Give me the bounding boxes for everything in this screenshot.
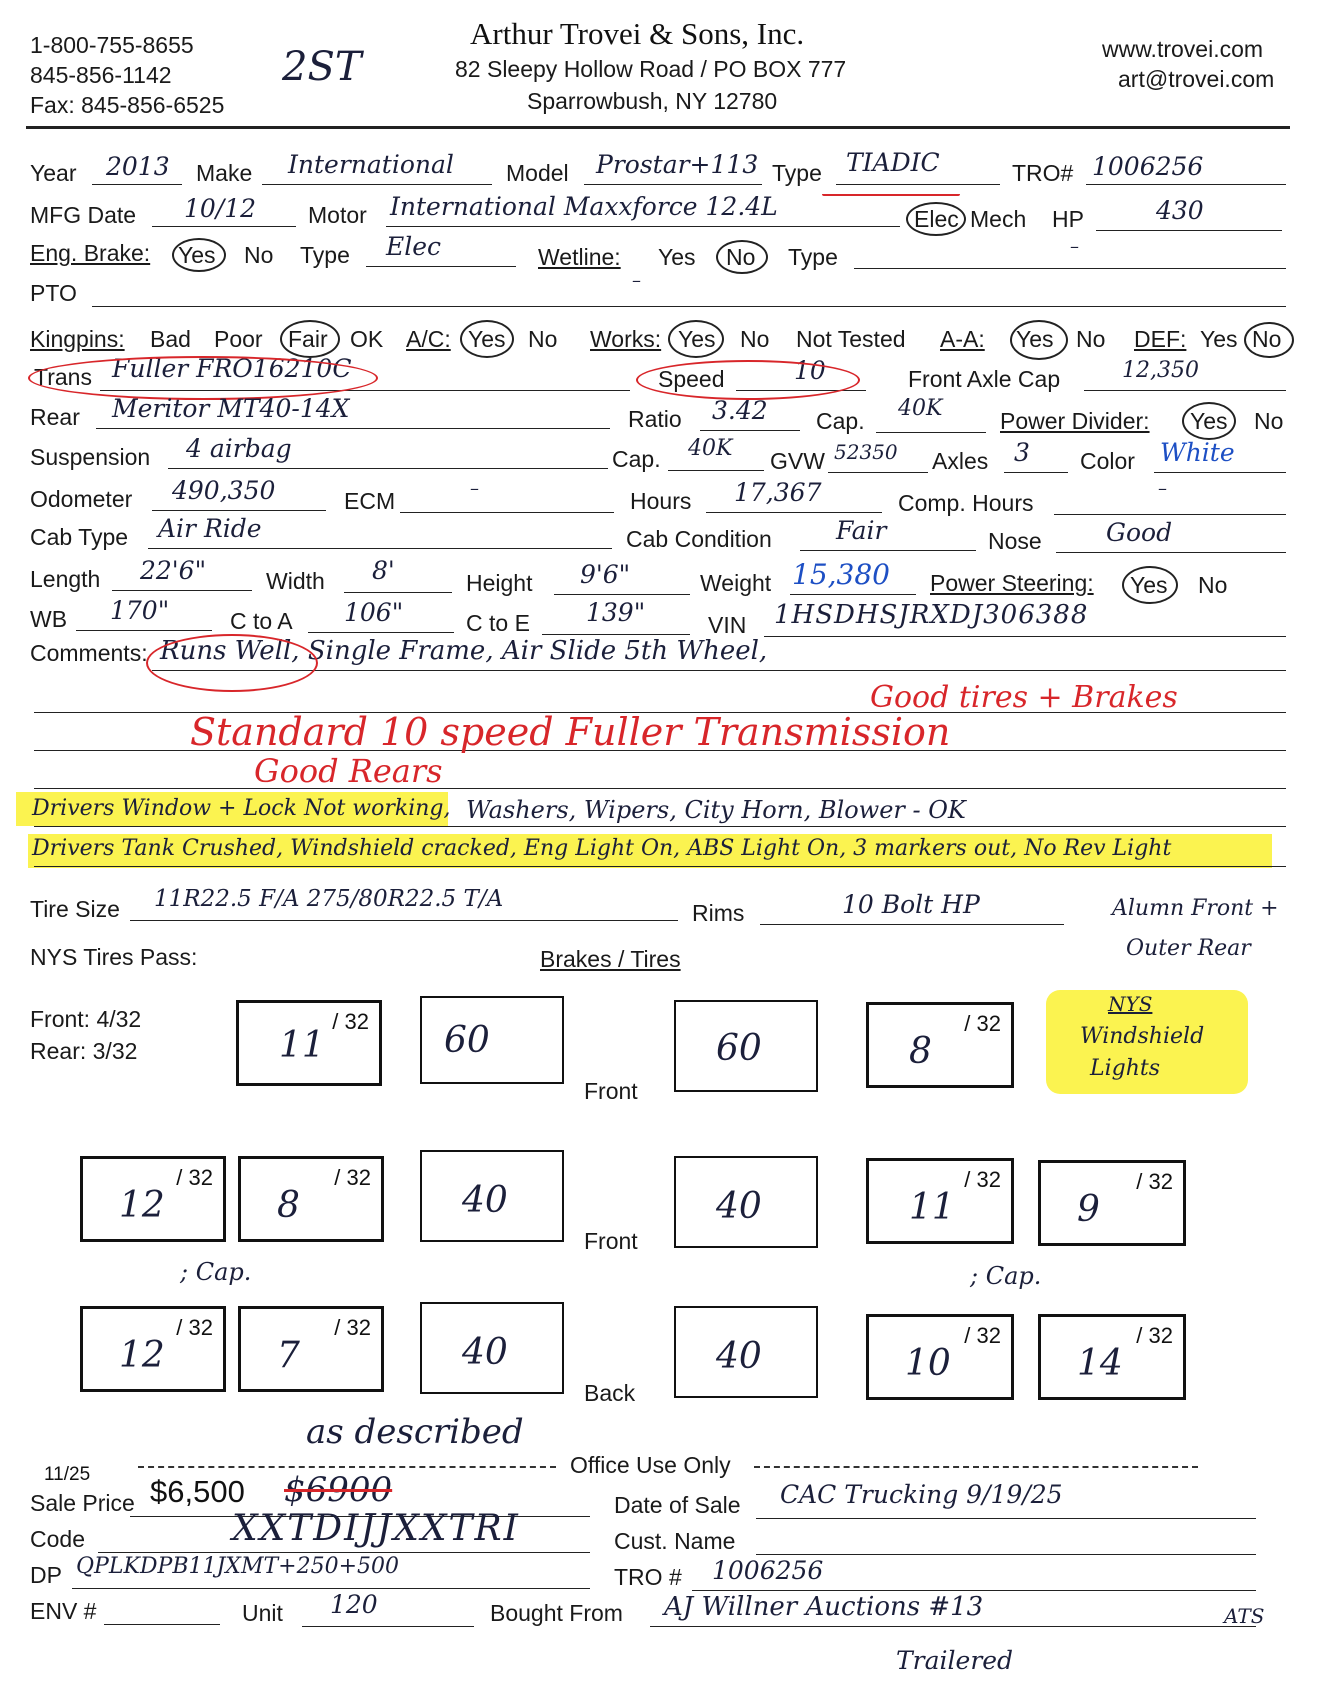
pto-value[interactable]: – — [632, 270, 641, 291]
ac-yes[interactable]: Yes — [468, 326, 506, 352]
cust-name-line — [756, 1554, 1256, 1555]
eng-brake-type-label: Type — [300, 242, 350, 268]
drive1-left-brake-box[interactable] — [420, 1150, 564, 1242]
nys-note-title: NYS — [1108, 992, 1153, 1016]
motor-value[interactable]: International Maxxforce 12.4L — [390, 192, 778, 221]
vin-label: VIN — [708, 612, 747, 638]
works-yes[interactable]: Yes — [678, 326, 716, 352]
brake-value: 40 — [716, 1186, 762, 1227]
cust-name-label: Cust. Name — [614, 1528, 736, 1554]
rims-note-front: Alumn Front + — [1112, 896, 1279, 921]
tire-value: 11 — [909, 1187, 955, 1228]
cab-type-value[interactable]: Air Ride — [158, 514, 262, 543]
fraction-label: / 32 — [964, 1323, 1001, 1348]
make-value[interactable]: International — [288, 150, 454, 179]
c-to-e-value[interactable]: 139" — [586, 598, 646, 627]
phone-local: 845-856-1142 — [30, 62, 172, 88]
motor-label: Motor — [308, 202, 367, 228]
steer-right-brake-box[interactable] — [674, 1000, 818, 1092]
cap-note-right: ; Cap. — [970, 1262, 1042, 1290]
wb-label: WB — [30, 606, 68, 632]
company-email: art@trovei.com — [1118, 66, 1275, 92]
nose-line — [1056, 552, 1286, 553]
front-tread-spec: Front: 4/32 — [30, 1006, 142, 1032]
comments-red-transmission: Standard 10 speed Fuller Transmission — [190, 710, 951, 754]
hp-line — [1096, 230, 1282, 231]
eng-brake-no[interactable]: No — [244, 242, 274, 268]
nys-note-lights: Lights — [1090, 1056, 1161, 1081]
drive2-right-inner-tire-box[interactable] — [866, 1314, 1014, 1400]
height-label: Height — [466, 570, 533, 596]
front-axle-label-2: Front — [584, 1228, 638, 1254]
gvw-value[interactable]: 52350 — [834, 440, 898, 464]
brake-value: 40 — [462, 1332, 508, 1373]
cab-condition-line — [800, 550, 976, 551]
ratio-value[interactable]: 3.42 — [712, 396, 768, 425]
color-value[interactable]: White — [1160, 438, 1235, 467]
gvw-label: GVW — [770, 448, 825, 474]
comments-line-1 — [152, 670, 1286, 671]
model-label: Model — [506, 160, 569, 186]
wetline-no[interactable]: No — [726, 244, 756, 270]
power-steering-yes-circle — [1122, 566, 1178, 604]
rear-tread-spec: Rear: 3/32 — [30, 1038, 138, 1064]
date-of-sale-line — [756, 1518, 1256, 1519]
wetline-type-label: Type — [788, 244, 838, 270]
power-steering-no[interactable]: No — [1198, 572, 1228, 598]
comments-damage: Drivers Tank Crushed, Windshield cracked, Eng Light On, ABS Light On, 3 markers out, No Rev Light — [32, 836, 1172, 861]
def-label: DEF: — [1134, 326, 1187, 352]
tire-value: 8 — [909, 1031, 932, 1072]
aa-no[interactable]: No — [1076, 326, 1106, 352]
comments-label: Comments: — [30, 640, 148, 666]
front-axle-cap-value[interactable]: 12,350 — [1122, 358, 1199, 383]
works-label: Works: — [590, 326, 662, 352]
date-note: 11/25 — [44, 1464, 91, 1485]
comp-hours-label: Comp. Hours — [898, 490, 1034, 516]
company-website: www.trovei.com — [1102, 36, 1264, 62]
brake-value: 40 — [716, 1336, 762, 1377]
drive2-left-brake-box[interactable] — [420, 1302, 564, 1394]
sale-price-label: Sale Price — [30, 1490, 135, 1516]
speed-label: Speed — [658, 366, 725, 392]
stamp-2st: 2ST — [282, 44, 362, 90]
env-line — [104, 1624, 220, 1625]
drive1-left-inner-tire-box[interactable] — [238, 1156, 384, 1242]
drive2-right-brake-box[interactable] — [674, 1306, 818, 1398]
power-divider-yes[interactable]: Yes — [1190, 408, 1228, 434]
odometer-label: Odometer — [30, 486, 133, 512]
rear-value[interactable]: Meritor MT40-14X — [112, 394, 350, 423]
eng-brake-type-line — [366, 266, 516, 267]
year-line — [92, 184, 182, 185]
kingpins-bad[interactable]: Bad — [150, 326, 191, 352]
wb-value[interactable]: 170" — [110, 596, 170, 625]
odometer-value[interactable]: 490,350 — [172, 476, 276, 505]
back-axle-label: Back — [584, 1380, 636, 1406]
hp-value[interactable]: 430 — [1156, 196, 1204, 225]
def-no[interactable]: No — [1252, 326, 1282, 352]
mfg-date-label: MFG Date — [30, 202, 137, 228]
comments-red-rears: Good Rears — [254, 752, 443, 790]
cab-type-line — [148, 548, 612, 549]
bought-from-value[interactable]: AJ Willner Auctions #13 — [664, 1592, 984, 1622]
eng-brake-label: Eng. Brake: — [30, 240, 151, 266]
kingpins-fair[interactable]: Fair — [288, 326, 328, 352]
gvw-line — [828, 472, 928, 473]
initials: ATS — [1224, 1604, 1265, 1628]
eng-brake-yes[interactable]: Yes — [178, 242, 216, 268]
brake-value: 40 — [462, 1180, 508, 1221]
wetline-yes[interactable]: Yes — [658, 244, 696, 270]
suspension-line — [168, 468, 608, 469]
color-line — [1154, 472, 1286, 473]
kingpins-label: Kingpins: — [30, 326, 125, 352]
power-steering-label: Power Steering: — [930, 570, 1094, 596]
power-divider-no[interactable]: No — [1254, 408, 1284, 434]
front-axle-cap-line — [1084, 390, 1286, 391]
color-label: Color — [1080, 448, 1135, 474]
pto-label: PTO — [30, 280, 77, 306]
fraction-label: / 32 — [176, 1165, 213, 1190]
fax-number: Fax: 845-856-6525 — [30, 92, 225, 118]
env-label: ENV # — [30, 1598, 97, 1624]
steer-right-tire-box[interactable] — [866, 1002, 1014, 1088]
type-red-underline — [822, 194, 960, 196]
comp-hours-line — [1054, 514, 1286, 515]
trailered-note: Trailered — [896, 1646, 1014, 1675]
tire-value: 8 — [277, 1185, 300, 1226]
ecm-line — [400, 512, 614, 513]
tro-hash-label: TRO # — [614, 1564, 682, 1590]
aa-yes[interactable]: Yes — [1016, 326, 1054, 352]
runs-well-red-circle — [146, 634, 318, 692]
wetline-label: Wetline: — [538, 244, 621, 270]
drive1-right-outer-tire-box[interactable] — [1038, 1160, 1186, 1246]
width-line — [344, 592, 452, 593]
bought-from-label: Bought From — [490, 1600, 623, 1626]
c-to-e-line — [542, 634, 690, 635]
brake-value: 60 — [716, 1028, 762, 1069]
speed-red-circle — [636, 360, 860, 400]
width-value[interactable]: 8' — [372, 556, 395, 585]
motor-line — [386, 226, 900, 227]
company-address-line1: 82 Sleepy Hollow Road / PO BOX 777 — [455, 56, 847, 82]
power-steering-yes[interactable]: Yes — [1130, 572, 1168, 598]
works-no[interactable]: No — [740, 326, 770, 352]
type-line — [836, 184, 1000, 185]
fraction-label: / 32 — [1136, 1169, 1173, 1194]
tire-size-value[interactable]: 11R22.5 F/A 275/80R22.5 T/A — [154, 886, 504, 912]
nys-note-windshield: Windshield — [1080, 1024, 1205, 1049]
tire-value: 14 — [1077, 1343, 1123, 1384]
phone-tollfree: 1-800-755-8655 — [30, 32, 194, 58]
vin-line — [764, 636, 1286, 637]
drive2-right-outer-tire-box[interactable] — [1038, 1314, 1186, 1400]
eng-brake-yes-circle — [172, 238, 226, 272]
weight-label: Weight — [700, 570, 772, 596]
fraction-label: / 32 — [964, 1011, 1001, 1036]
hours-value[interactable]: 17,367 — [734, 478, 822, 507]
make-label: Make — [196, 160, 253, 186]
rear-cap-line — [876, 432, 986, 433]
trans-value[interactable]: Fuller FRO16210C — [112, 354, 352, 383]
length-line — [112, 590, 252, 591]
tire-value: 7 — [277, 1335, 300, 1376]
odometer-line — [152, 510, 326, 511]
fraction-label: / 32 — [1136, 1323, 1173, 1348]
dp-line — [72, 1588, 590, 1589]
rear-cap-value[interactable]: 40K — [898, 396, 943, 421]
sale-price-value[interactable]: $6,500 — [150, 1474, 245, 1509]
tire-value: 9 — [1077, 1189, 1100, 1230]
c-to-a-value[interactable]: 106" — [344, 598, 404, 627]
company-name: Arthur Trovei & Sons, Inc. — [470, 16, 805, 51]
office-tro-value[interactable]: 1006256 — [712, 1556, 824, 1585]
nys-tires-pass-label: NYS Tires Pass: — [30, 944, 198, 970]
unit-line — [302, 1626, 474, 1627]
ac-label: A/C: — [406, 326, 451, 352]
rear-cap-label: Cap. — [816, 408, 865, 434]
weight-value[interactable]: 15,380 — [792, 558, 890, 591]
fraction-label: / 32 — [334, 1165, 371, 1190]
drive1-right-inner-tire-box[interactable] — [866, 1158, 1014, 1244]
elec-label: Elec — [914, 206, 959, 232]
unit-label: Unit — [242, 1600, 283, 1626]
fraction-label: / 32 — [332, 1009, 369, 1034]
make-line — [262, 184, 492, 185]
year-label: Year — [30, 160, 77, 186]
suspension-label: Suspension — [30, 444, 151, 470]
mfg-date-value[interactable]: 10/12 — [184, 194, 257, 223]
works-yes-circle — [668, 320, 724, 358]
power-divider-label: Power Divider: — [1000, 408, 1150, 434]
height-line — [554, 594, 690, 595]
tire-size-line — [130, 920, 678, 921]
power-divider-yes-circle — [1182, 402, 1236, 440]
rims-note-rear: Outer Rear — [1126, 936, 1251, 961]
comments-line-4 — [34, 788, 1286, 789]
wb-line — [76, 630, 212, 631]
header-divider — [26, 126, 1290, 129]
hours-label: Hours — [630, 488, 692, 514]
drive2-left-inner-tire-box[interactable] — [238, 1306, 384, 1392]
as-described-note: as described — [306, 1412, 524, 1452]
rear-label: Rear — [30, 404, 80, 430]
tire-value: 10 — [905, 1343, 951, 1384]
works-not-tested[interactable]: Not Tested — [796, 326, 906, 352]
comp-hours-value[interactable]: – — [1158, 478, 1167, 499]
ac-yes-circle — [460, 320, 514, 358]
ratio-line — [700, 430, 800, 431]
code-value[interactable]: XXTDIJJXXTRI — [232, 1508, 520, 1549]
c-to-a-label: C to A — [230, 608, 293, 634]
length-value[interactable]: 22'6" — [140, 556, 207, 585]
comments-washers-ok: Washers, Wipers, City Horn, Blower - OK — [466, 796, 966, 824]
hours-line — [706, 512, 882, 513]
ecm-value[interactable]: – — [470, 478, 479, 499]
ecm-label: ECM — [344, 488, 396, 514]
comments-window-lock: Drivers Window + Lock Not working, — [32, 796, 451, 821]
pto-line — [92, 306, 1286, 307]
tire-value: 12 — [119, 1335, 165, 1376]
wetline-no-circle — [716, 240, 768, 274]
code-label: Code — [30, 1526, 85, 1552]
mech-label: Mech — [970, 206, 1027, 232]
office-use-only-label: Office Use Only — [570, 1452, 731, 1478]
office-divider-right — [754, 1466, 1198, 1468]
crossed-out-price: $6900 — [284, 1470, 393, 1510]
length-label: Length — [30, 566, 101, 592]
drive1-right-brake-box[interactable] — [674, 1156, 818, 1248]
tro-line — [1086, 184, 1286, 185]
cap-note-left: ; Cap. — [180, 1258, 252, 1286]
weight-line — [790, 594, 916, 595]
comments-line1-text: Runs Well, Single Frame, Air Slide 5th Wheel, — [160, 636, 768, 666]
nose-value[interactable]: Good — [1106, 518, 1173, 547]
tire-value: 12 — [119, 1185, 165, 1226]
nose-label: Nose — [988, 528, 1042, 554]
kingpins-ok[interactable]: OK — [350, 326, 384, 352]
type-value[interactable]: TIADIC — [846, 148, 940, 177]
model-value[interactable]: Prostar+113 — [596, 150, 759, 179]
date-of-sale-value[interactable]: CAC Trucking 9/19/25 — [780, 1480, 1063, 1509]
bought-from-line — [650, 1626, 1256, 1627]
c-to-e-label: C to E — [466, 610, 530, 636]
elec-circle — [906, 202, 966, 236]
wetline-type-value[interactable]: – — [1070, 236, 1079, 257]
office-divider-left — [138, 1466, 556, 1468]
tro-value[interactable]: 1006256 — [1092, 152, 1204, 181]
aa-yes-circle — [1010, 320, 1068, 360]
susp-cap-value[interactable]: 40K — [688, 436, 733, 461]
suspension-value[interactable]: 4 airbag — [186, 434, 292, 463]
eng-brake-type-value[interactable]: Elec — [386, 232, 442, 261]
comments-line-5 — [34, 826, 1286, 827]
kingpins-poor[interactable]: Poor — [214, 326, 263, 352]
def-no-circle — [1244, 322, 1294, 358]
axles-label: Axles — [932, 448, 989, 474]
front-axle-label-1: Front — [584, 1078, 638, 1104]
fraction-label: / 32 — [334, 1315, 371, 1340]
cab-condition-label: Cab Condition — [626, 526, 772, 552]
fraction-label: / 32 — [176, 1315, 213, 1340]
model-line — [584, 184, 762, 185]
tire-size-label: Tire Size — [30, 896, 120, 922]
front-axle-cap-label: Front Axle Cap — [908, 366, 1061, 392]
trans-label: Trans — [34, 364, 92, 390]
drive2-left-outer-tire-box[interactable] — [80, 1306, 226, 1392]
rims-value[interactable]: 10 Bolt HP — [842, 890, 980, 919]
cab-condition-value[interactable]: Fair — [836, 516, 887, 545]
hp-label: HP — [1052, 206, 1084, 232]
type-label: Type — [772, 160, 822, 186]
def-yes[interactable]: Yes — [1200, 326, 1238, 352]
office-tro-line — [692, 1590, 1256, 1591]
aa-label: A-A: — [940, 326, 985, 352]
company-address-line2: Sparrowbush, NY 12780 — [527, 88, 778, 114]
dp-value[interactable]: QPLKDPB11JXMT+250+500 — [76, 1554, 400, 1579]
width-label: Width — [266, 568, 325, 594]
brake-value: 60 — [444, 1020, 490, 1061]
wetline-type-line — [854, 268, 1286, 269]
cab-type-label: Cab Type — [30, 524, 129, 550]
ratio-label: Ratio — [628, 406, 682, 432]
axles-line — [1004, 472, 1068, 473]
speed-value[interactable]: 10 — [794, 356, 826, 385]
kingpins-fair-circle — [280, 320, 340, 358]
year-value[interactable]: 2013 — [106, 152, 170, 181]
rims-label: Rims — [692, 900, 745, 926]
fraction-label: / 32 — [964, 1167, 1001, 1192]
susp-cap-label: Cap. — [612, 446, 661, 472]
brakes-tires-label: Brakes / Tires — [540, 946, 681, 972]
steer-left-brake-box[interactable] — [420, 996, 564, 1084]
code-line — [98, 1552, 590, 1553]
height-value[interactable]: 9'6" — [580, 560, 631, 589]
susp-cap-line — [668, 470, 764, 471]
vin-value[interactable]: 1HSDHSJRXDJ306388 — [774, 600, 1089, 630]
comments-red-tires-brakes: Good tires + Brakes — [870, 680, 1178, 715]
rims-line — [760, 924, 1064, 925]
unit-value[interactable]: 120 — [330, 1590, 378, 1619]
mfg-date-line — [152, 226, 296, 227]
rear-line — [96, 428, 610, 429]
axles-value[interactable]: 3 — [1014, 438, 1030, 467]
dp-label: DP — [30, 1562, 62, 1588]
steer-left-tire-box[interactable] — [236, 1000, 382, 1086]
drive1-left-outer-tire-box[interactable] — [80, 1156, 226, 1242]
tro-label: TRO# — [1012, 160, 1074, 186]
date-of-sale-label: Date of Sale — [614, 1492, 741, 1518]
ac-no[interactable]: No — [528, 326, 558, 352]
tire-value: 11 — [279, 1025, 325, 1066]
c-to-a-line — [308, 632, 454, 633]
comments-line-6 — [34, 866, 1286, 867]
